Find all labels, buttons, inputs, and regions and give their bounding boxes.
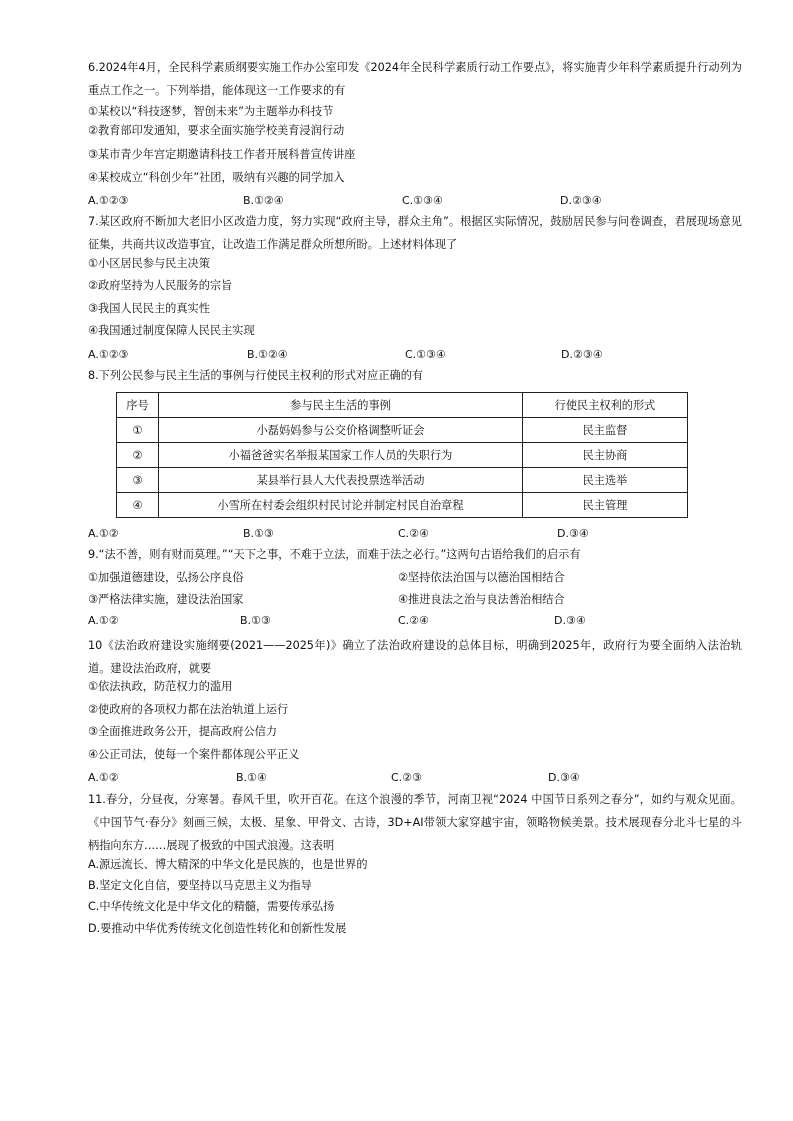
q6-options bbox=[88, 194, 742, 208]
q6-option-b: B.①②④ bbox=[243, 194, 284, 207]
table-row bbox=[117, 443, 688, 468]
q11-option-b: B.坚定文化自信，要坚持以马克思主义为指导 bbox=[88, 879, 312, 892]
q9-stem: 9.“法不善，则有财而莫理。”“天下之事，不难于立法，而难于法之必行。”这两句古语给我们的启示有 bbox=[88, 548, 581, 561]
q9-items-row-2 bbox=[88, 593, 742, 607]
q6-option-c: C.①③④ bbox=[402, 194, 443, 207]
table-header-cell: 参与民主生活的事例 bbox=[159, 393, 523, 418]
table-cell: 民主选举 bbox=[523, 468, 688, 493]
q10-option-d: D.③④ bbox=[548, 771, 580, 784]
q9-items-row-1 bbox=[88, 571, 742, 585]
q8-stem: 8.下列公民参与民主生活的事例与行使民主权利的形式对应正确的有 bbox=[88, 369, 424, 382]
q9-item-2: ②坚持依法治国与以德治国相结合 bbox=[398, 571, 565, 584]
q9-item-1: ①加强道德建设，弘扬公序良俗 bbox=[88, 571, 244, 584]
q8-option-b: B.①③ bbox=[243, 527, 274, 540]
q10-options bbox=[88, 771, 742, 785]
table-cell: 民主监督 bbox=[523, 418, 688, 443]
table-cell: 民主管理 bbox=[523, 493, 688, 518]
q7-item-4: ④我国通过制度保障人民民主实现 bbox=[88, 324, 255, 337]
table-cell: 小磊妈妈参与公交价格调整听证会 bbox=[159, 418, 523, 443]
q10-item-4: ④公正司法，使每一个案件都体现公平正义 bbox=[88, 748, 300, 761]
q7-option-a: A.①②③ bbox=[88, 348, 129, 361]
q7-item-2: ②政府坚持为人民服务的宗旨 bbox=[88, 279, 233, 292]
table-cell: ③ bbox=[117, 468, 159, 493]
q9-item-4: ④推进良法之治与良法善治相结合 bbox=[398, 593, 565, 606]
table-row bbox=[117, 493, 688, 518]
q7-item-3: ③我国人民民主的真实性 bbox=[88, 302, 210, 315]
q7-stem: 7.某区政府不断加大老旧小区改造力度，努力实现“政府主导，群众主角”。根据区实际情况，鼓励居民参与问卷调查，君展现场意见征集，共商共议改造事宜，让改造工作满足群众所想所盼。上述材料体现了 bbox=[88, 215, 742, 251]
q9-item-3: ③严格法律实施，建设法治国家 bbox=[88, 593, 244, 606]
q6-item-3: ③某市青少年宫定期邀请科技工作者开展科普宣传讲座 bbox=[88, 148, 356, 161]
q10-item-1: ①依法执政，防范权力的滥用 bbox=[88, 680, 233, 693]
table-header-row bbox=[117, 393, 688, 418]
table-cell: ② bbox=[117, 443, 159, 468]
q8-option-a: A.①② bbox=[88, 527, 119, 540]
q7-option-d: D.②③④ bbox=[561, 348, 603, 361]
table-cell: 民主协商 bbox=[523, 443, 688, 468]
q9-options bbox=[88, 614, 742, 628]
q8-table bbox=[116, 392, 688, 518]
q9-option-b: B.①③ bbox=[240, 614, 271, 627]
q7-option-c: C.①③④ bbox=[405, 348, 446, 361]
q7-option-b: B.①②④ bbox=[247, 348, 288, 361]
table-cell: 小福爸爸实名举报某国家工作人员的失职行为 bbox=[159, 443, 523, 468]
q8-option-d: D.③④ bbox=[557, 527, 589, 540]
q11-option-d: D.要推动中华优秀传统文化创造性转化和创新性发展 bbox=[88, 922, 347, 935]
q6-option-d: D.②③④ bbox=[560, 194, 602, 207]
table-row bbox=[117, 468, 688, 493]
q8-options bbox=[88, 527, 742, 541]
table-cell: ① bbox=[117, 418, 159, 443]
q11-stem: 11.春分，分昼夜，分寒暑。春风千里，吹开百花。在这个浪漫的季节，河南卫视“2024 中国节日系列之春分”，如约与观众见面。《中国节气·春分》刻画三候，太极、星象、甲骨文、古诗，3D+AI带领大家穿越宇宙，领略物候美景。技术展现春分北斗七星的斗柄指向东方……展现了极致的中国式浪漫。这表明 bbox=[88, 793, 742, 852]
q9-option-d: D.③④ bbox=[554, 614, 586, 627]
table-header-cell: 序号 bbox=[117, 393, 159, 418]
q6-item-1: ①某校以“科技逐梦，智创未来”为主题举办科技节 bbox=[88, 105, 334, 118]
table-row bbox=[117, 418, 688, 443]
q7-item-1: ①小区居民参与民主决策 bbox=[88, 257, 210, 270]
q10-option-c: C.②③ bbox=[391, 771, 422, 784]
q9-option-a: A.①② bbox=[88, 614, 119, 627]
table-cell: 小雪所在村委会组织村民讨论并制定村民自治章程 bbox=[159, 493, 523, 518]
table-cell: 某县举行县人大代表投票选举活动 bbox=[159, 468, 523, 493]
q10-item-3: ③全面推进政务公开，提高政府公信力 bbox=[88, 725, 278, 738]
q11-option-a: A.源远流长、博大精深的中华文化是民族的，也是世界的 bbox=[88, 858, 368, 871]
table-cell: ④ bbox=[117, 493, 159, 518]
q8-option-c: C.②④ bbox=[398, 527, 429, 540]
q7-options bbox=[88, 348, 742, 362]
q10-stem: 10《法治政府建设实施纲要(2021——2025年)》确立了法治政府建设的总体目标，明确到2025年，政府行为要全面纳入法治轨道。建设法治政府，就要 bbox=[88, 639, 742, 675]
q6-item-2: ②教育部印发通知，要求全面实施学校美育浸润行动 bbox=[88, 124, 345, 137]
q10-option-a: A.①② bbox=[88, 771, 119, 784]
q10-item-2: ②使政府的各项权力都在法治轨道上运行 bbox=[88, 703, 289, 716]
q6-item-4: ④某校成立“科创少年”社团，吸纳有兴趣的同学加入 bbox=[88, 171, 345, 184]
q6-stem: 6.2024年4月，全民科学素质纲要实施工作办公室印发《2024年全民科学素质行动工作要点》，将实施青少年科学素质提升行动列为重点工作之一。下列举措，能体现这一工作要求的有 bbox=[88, 61, 742, 97]
q6-option-a: A.①②③ bbox=[88, 194, 129, 207]
q10-option-b: B.①④ bbox=[236, 771, 267, 784]
q9-option-c: C.②④ bbox=[398, 614, 429, 627]
table-header-cell: 行使民主权利的形式 bbox=[523, 393, 688, 418]
q11-option-c: C.中华传统文化是中华文化的精髓，需要传承弘扬 bbox=[88, 900, 335, 913]
